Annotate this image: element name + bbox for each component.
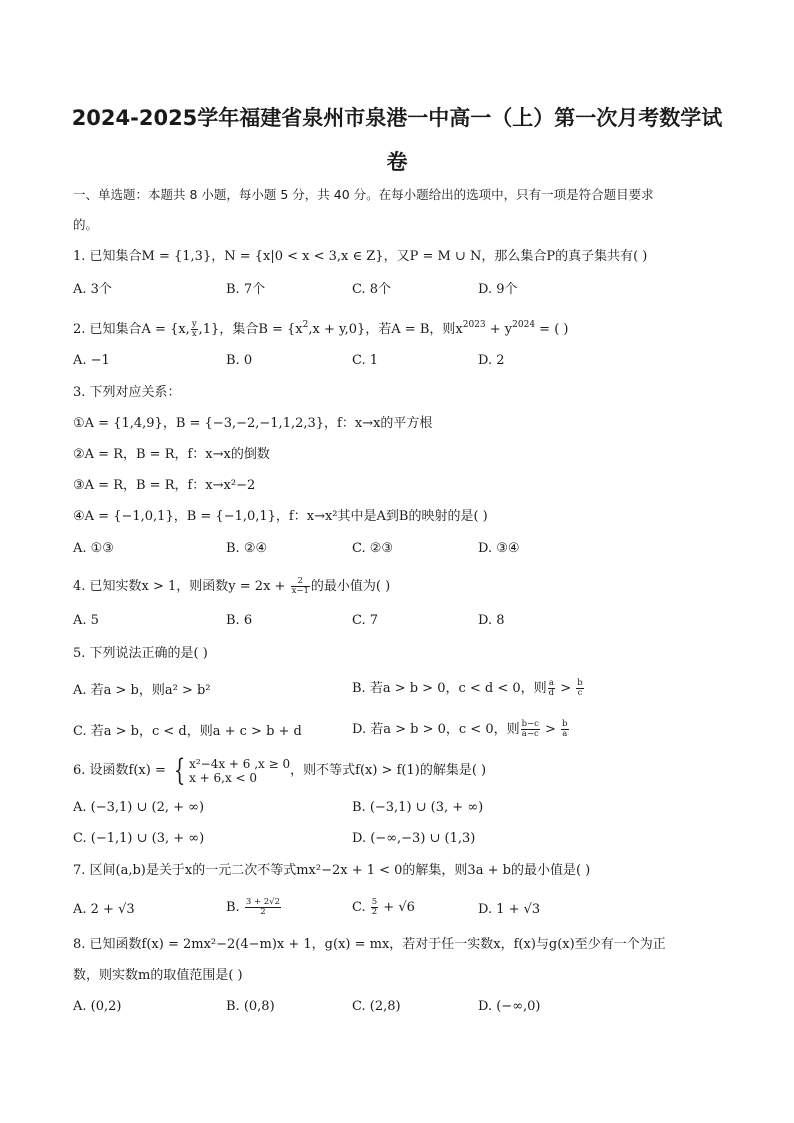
option-b-text: B. 若a > b > 0，c < d < 0，则 — [352, 681, 547, 696]
option-c-label: C. — [352, 900, 370, 915]
fraction-denominator: 2 — [260, 907, 266, 917]
question-2-fraction — [191, 320, 198, 339]
question-8-stem-line-1: 8. 已知函数f(x) = 2mx²−2(4−m)x + 1，g(x) = mx，若对于任一实数x，f(x)与g(x)至少有一个为正 — [73, 937, 666, 952]
question-4-stem-pre: 4. 已知实数x > 1，则函数y = 2x + — [73, 579, 290, 594]
question-2-option-c: C. 1 — [352, 353, 379, 368]
fraction — [371, 898, 378, 917]
fraction-denominator: 2 — [371, 907, 378, 917]
question-3-option-c: C. ②③ — [352, 541, 394, 556]
fraction — [561, 720, 568, 739]
fraction-numerator: b — [577, 678, 583, 688]
question-1-option-d: D. 9个 — [478, 282, 518, 297]
fraction-numerator: 3 + 2√2 — [245, 897, 280, 907]
question-4-stem-post: 的最小值为( ) — [310, 579, 391, 594]
question-3-option-a: A. ①③ — [73, 541, 114, 556]
superscript: 2 — [302, 320, 309, 330]
question-5-option-b: B. 若a > b > 0，c < d < 0，则 $\frac{a}{d}$ > $\frac{b}{c}$ — [352, 678, 583, 698]
fraction-denominator: a−c — [521, 729, 539, 739]
question-7-option-b — [226, 898, 282, 917]
question-3-item-1: ①A = {1,4,9}，B = {−3,−2,−1,1,2,3}，f：x→x的平方根 — [73, 416, 433, 431]
question-5-option-d: D. 若a > b > 0，c < 0，则 $\frac{b-c}{a-c}$ > $\frac{b}{a}$ — [352, 719, 568, 739]
question-5-option-a: A. 若a > b，则a² > b² — [73, 683, 211, 698]
fraction-denominator: c — [577, 688, 583, 698]
section-header-line-2: 的。 — [73, 217, 99, 232]
fraction-numerator: 5 — [371, 897, 378, 907]
question-4-stem — [73, 577, 390, 596]
question-1-option-a: A. 3个 — [73, 282, 112, 297]
question-3-option-b: B. ②④ — [226, 541, 268, 556]
question-2-stem-pre: 2. 已知集合A = {x, — [73, 322, 190, 337]
question-7-stem: 7. 区间(a,b)是关于x的一元二次不等式mx²−2x + 1 < 0的解集，则3a + b的最小值是( ) — [73, 863, 591, 878]
fraction-numerator: y — [191, 319, 197, 329]
question-2-option-a: A. −1 — [73, 353, 110, 368]
fraction — [245, 898, 281, 917]
question-8-option-c: C. (2,8) — [352, 999, 401, 1014]
fraction-denominator: d — [548, 688, 555, 698]
question-2-stem — [73, 316, 568, 339]
superscript: 2023 — [462, 320, 486, 330]
question-5-stem: 5. 下列说法正确的是( ) — [73, 646, 208, 661]
fraction-denominator: x — [191, 329, 197, 339]
fraction-denominator: x−1 — [291, 586, 309, 596]
question-1-stem: 1. 已知集合M = {1,3}，N = {x|0 < x < 3,x ∈ Z}，又P = M ∪ N，那么集合P的真子集共有( ) — [73, 249, 648, 264]
option-b-label: B. — [226, 900, 244, 915]
brace: { — [173, 753, 186, 788]
title-line-2: 卷 — [386, 150, 408, 174]
section-header-line-1: 一、单选题：本题共 8 小题，每小题 5 分，共 40 分。在每小题给出的选项中，只有一项是符合题目要求 — [73, 187, 654, 202]
piecewise-definition — [189, 757, 290, 785]
question-2-stem-post: = ( ) — [535, 322, 569, 337]
question-4-option-a: A. 5 — [73, 613, 99, 628]
fraction-numerator: b — [562, 719, 568, 729]
piece-2: x + 6,x < 0 — [189, 771, 258, 785]
question-2-stem-mid2: ,x + y,0}，若A = B，则x — [308, 322, 463, 337]
question-7-option-a: A. 2 + √3 — [73, 902, 135, 917]
fraction-denominator: a — [562, 729, 568, 739]
question-7-option-d: D. 1 + √3 — [478, 902, 541, 917]
fraction — [548, 679, 555, 698]
question-3-option-d: D. ③④ — [478, 541, 520, 556]
question-6-option-b: B. (−3,1) ∪ (3, + ∞) — [352, 800, 484, 815]
question-8-stem-line-2: 数，则实数m的取值范围是( ) — [73, 968, 243, 983]
piece-1: x²−4x + 6 ,x ≥ 0 — [189, 757, 291, 771]
question-1-option-c: C. 8个 — [352, 282, 392, 297]
fraction — [521, 720, 540, 739]
question-6-option-a: A. (−3,1) ∪ (2, + ∞) — [73, 800, 205, 815]
fraction-numerator: a — [548, 678, 554, 688]
question-4-option-b: B. 6 — [226, 613, 253, 628]
title-line-1: 2024-2025学年福建省泉州市泉港一中高一（上）第一次月考数学试 — [71, 106, 723, 130]
question-4-fraction — [291, 577, 310, 596]
question-1-option-b: B. 7个 — [226, 282, 266, 297]
page-title — [60, 96, 734, 184]
question-2-option-b: B. 0 — [226, 353, 253, 368]
question-7-option-c — [352, 898, 415, 917]
question-2-stem-mid3: + y — [485, 322, 513, 337]
question-3-item-2: ②A = R，B = R，f：x→x的倒数 — [73, 447, 270, 462]
question-8-option-d: D. (−∞,0) — [478, 999, 541, 1014]
fraction — [576, 679, 583, 698]
question-4-option-c: C. 7 — [352, 613, 379, 628]
question-3-item-3: ③A = R，B = R，f：x→x²−2 — [73, 478, 256, 493]
question-3-stem: 3. 下列对应关系： — [73, 385, 181, 400]
fraction-numerator: 2 — [291, 577, 310, 587]
option-c-tail: + √6 — [379, 900, 415, 915]
question-3-item-4: ④A = {−1,0,1}，B = {−1,0,1}，f：x→x²其中是A到B的映射的是( ) — [73, 509, 488, 524]
superscript: 2024 — [512, 320, 536, 330]
question-5-option-c: C. 若a > b，c < d，则a + c > b + d — [73, 724, 302, 739]
question-6-stem-pre: 6. 设函数f(x) = — [73, 763, 170, 778]
question-6-option-d: D. (−∞,−3) ∪ (1,3) — [352, 831, 476, 846]
question-2-option-d: D. 2 — [478, 353, 505, 368]
fraction-numerator: b−c — [521, 719, 539, 729]
question-6-stem-post: ，则不等式f(x) > f(1)的解集是( ) — [290, 763, 487, 778]
option-d-text: D. 若a > b > 0，c < 0，则 — [352, 722, 520, 737]
question-8-option-a: A. (0,2) — [73, 999, 122, 1014]
question-6-stem — [73, 753, 487, 788]
question-2-stem-mid: ,1}，集合B = {x — [198, 322, 303, 337]
question-8-option-b: B. (0,8) — [226, 999, 275, 1014]
question-4-option-d: D. 8 — [478, 613, 505, 628]
question-6-option-c: C. (−1,1) ∪ (3, + ∞) — [73, 831, 205, 846]
